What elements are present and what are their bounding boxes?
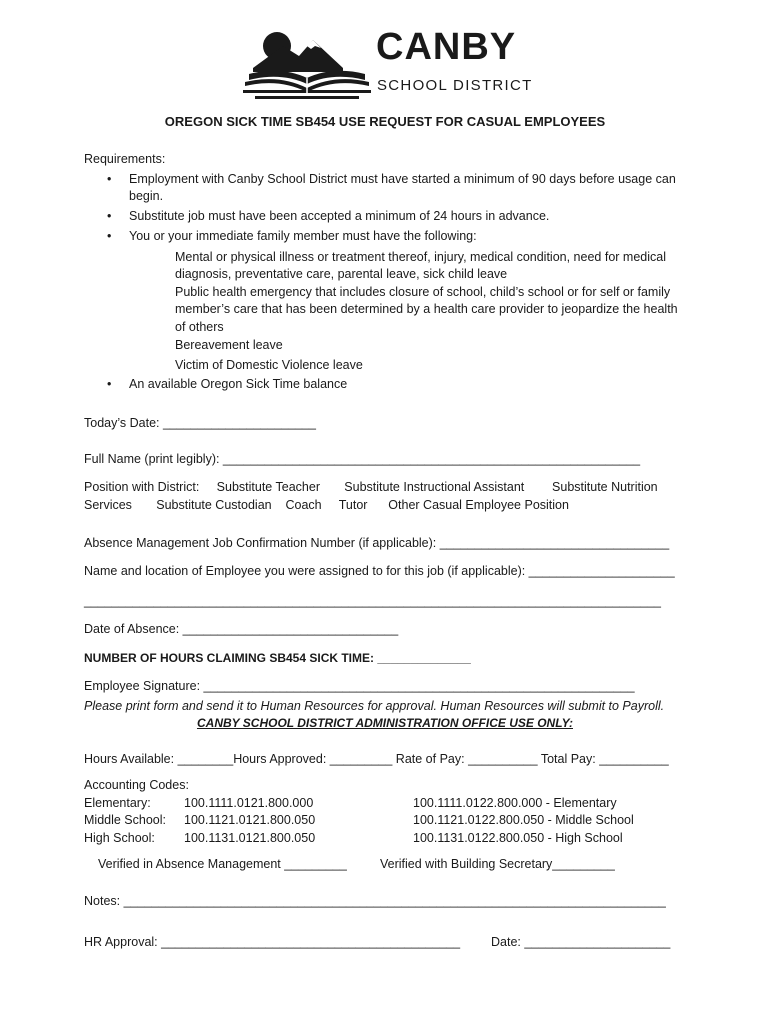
requirement-item: • An available Oregon Sick Time balance <box>129 377 347 391</box>
logo-subtitle: SCHOOL DISTRICT <box>377 77 533 94</box>
accounting-code: 100.1121.0122.800.050 - Middle School <box>413 813 634 827</box>
sub-requirement: Public health emergency that includes closure of school, child’s school or for self or family <box>175 285 671 299</box>
name-location-field[interactable]: Name and location of Employee you were assigned to for this job (if applicable): _____________________ <box>84 564 675 578</box>
hours-pay-row[interactable]: Hours Available: ________Hours Approved: _________ Rate of Pay: __________ Total Pay: __________ <box>84 752 669 766</box>
requirement-item-cont: begin. <box>129 189 164 203</box>
position-options-cont[interactable]: Services Substitute Custodian Coach Tutor Other Casual Employee Position <box>84 498 569 512</box>
employee-signature-field[interactable]: Employee Signature: ______________________________________________________________ <box>84 679 635 693</box>
accounting-row-label: High School: <box>84 831 155 845</box>
requirement-item: • You or your immediate family member must have the following: <box>129 229 477 243</box>
verified-secretary-field[interactable]: Verified with Building Secretary_________ <box>380 857 615 871</box>
date-field[interactable]: Date: _____________________ <box>491 935 671 949</box>
requirement-item: • Employment with Canby School District must have started a minimum of 90 days before usage can <box>129 172 676 186</box>
hours-claiming-field[interactable]: NUMBER OF HOURS CLAIMING SB454 SICK TIME: ______________ <box>84 651 471 665</box>
requirement-item: • Substitute job must have been accepted a minimum of 24 hours in advance. <box>129 209 549 223</box>
sub-requirement: Bereavement leave <box>175 338 283 352</box>
todays-date-field[interactable]: Today’s Date: ______________________ <box>84 416 316 430</box>
admin-heading: CANBY SCHOOL DISTRICT ADMINISTRATION OFFICE USE ONLY: <box>196 716 573 730</box>
position-options[interactable]: Position with District: Substitute Teacher Substitute Instructional Assistant Substitute Nutrition <box>84 480 658 494</box>
notes-field[interactable]: Notes: ______________________________________________________________________________ <box>84 894 666 908</box>
requirements-heading: Requirements: <box>84 152 166 166</box>
canby-school-district-logo <box>243 26 533 102</box>
accounting-code: 100.1111.0121.800.000 <box>184 796 314 810</box>
sub-requirement: Mental or physical illness or treatment thereof, injury, medical condition, need for medical <box>175 250 666 264</box>
accounting-row-label: Middle School: <box>84 813 166 827</box>
accounting-code: 100.1121.0121.800.050 <box>184 813 316 827</box>
accounting-row-label: Elementary: <box>84 796 151 810</box>
mountain-book-icon <box>243 30 373 102</box>
name-location-field-line2[interactable]: ___________________________________________________________________________________ <box>84 594 662 608</box>
absence-confirmation-field[interactable]: Absence Management Job Confirmation Number (if applicable): _________________________________ <box>84 536 670 550</box>
date-of-absence-field[interactable]: Date of Absence: _______________________________ <box>84 622 399 636</box>
accounting-code: 100.1131.0122.800.050 - High School <box>413 831 623 845</box>
sub-requirement-cont: diagnosis, preventative care, parental leave, sick child leave <box>175 267 508 281</box>
sub-requirement-cont: of others <box>175 320 224 334</box>
sub-requirement: Victim of Domestic Violence leave <box>175 358 363 372</box>
accounting-code: 100.1111.0122.800.000 - Elementary <box>413 796 617 810</box>
accounting-codes-label: Accounting Codes: <box>84 778 189 792</box>
instruction-text: Please print form and send it to Human Resources for approval. Human Resources will submit to Payroll. <box>84 699 665 713</box>
accounting-code: 100.1131.0121.800.050 <box>184 831 316 845</box>
verified-absence-field[interactable]: Verified in Absence Management _________ <box>98 857 347 871</box>
logo-name: CANBY <box>376 26 517 68</box>
sub-requirement-cont: member’s care that has been determined by a health care provider to jeopardize the health <box>175 302 678 316</box>
full-name-field[interactable]: Full Name (print legibly): ____________________________________________________________ <box>84 452 641 466</box>
form-title: OREGON SICK TIME SB454 USE REQUEST FOR CASUAL EMPLOYEES <box>164 114 606 129</box>
hr-approval-field[interactable]: HR Approval: ___________________________________________ <box>84 935 461 949</box>
